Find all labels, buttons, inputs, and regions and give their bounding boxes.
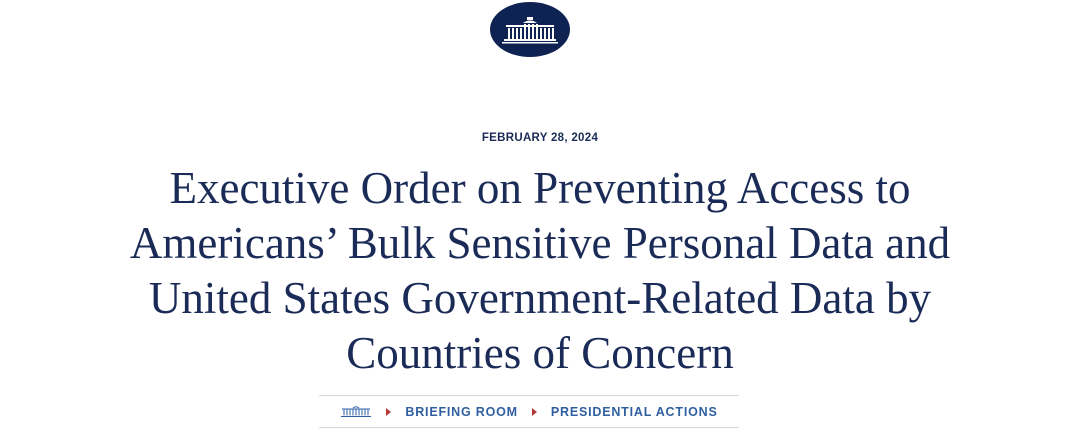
triangle-right-icon bbox=[386, 408, 391, 416]
breadcrumb-presidential-actions[interactable]: PRESIDENTIAL ACTIONS bbox=[550, 404, 718, 419]
publish-date: FEBRUARY 28, 2024 bbox=[481, 132, 599, 144]
breadcrumb-briefing-room[interactable]: BRIEFING ROOM bbox=[405, 404, 518, 419]
white-house-home-icon bbox=[340, 405, 372, 418]
triangle-right-icon bbox=[532, 408, 537, 416]
breadcrumb bbox=[319, 395, 739, 428]
white-house-emblem-icon bbox=[502, 16, 558, 44]
page-title: Executive Order on Preventing Access to Americans’ Bulk Sensitive Personal Data and United States Government-Related Data by Countries of Concern bbox=[129, 163, 951, 378]
white-house-logo[interactable] bbox=[490, 2, 570, 57]
breadcrumb-home-link[interactable] bbox=[340, 405, 372, 418]
